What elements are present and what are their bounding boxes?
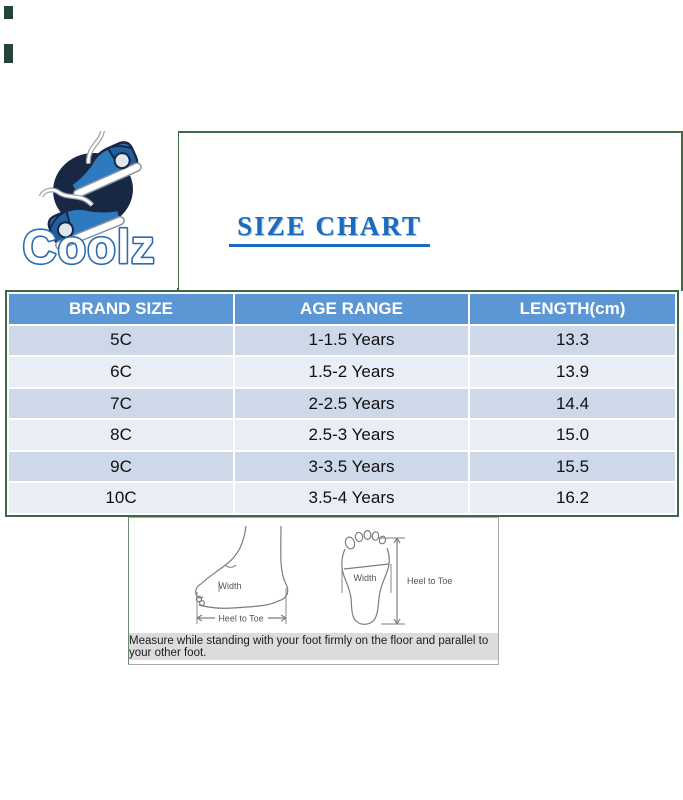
header-length-cm: LENGTH(cm): [470, 294, 675, 324]
side-foot-diagram: [196, 526, 288, 624]
footprint-length-label: Heel to Toe: [407, 576, 453, 586]
length-value: 16.2: [470, 483, 675, 513]
age-range-value: 1.5-2 Years: [235, 357, 468, 387]
caption-band: [129, 633, 498, 660]
title-area: [222, 211, 437, 247]
page-title: SIZE CHART: [229, 211, 430, 247]
length-value: 15.0: [470, 420, 675, 450]
table-row: [9, 420, 675, 450]
table-row: [9, 452, 675, 482]
brand-name-text: Coolz: [22, 220, 156, 273]
table-row: [9, 389, 675, 419]
side-foot-width-label: Width: [218, 581, 242, 591]
header-brand-size: BRAND SIZE: [9, 294, 233, 324]
length-value: 15.5: [470, 452, 675, 482]
age-range-value: 3.5-4 Years: [235, 483, 468, 513]
footprint-width-label: Width: [353, 573, 377, 583]
header-age-range: AGE RANGE: [235, 294, 468, 324]
table-row: [9, 357, 675, 387]
size-table: [5, 290, 679, 517]
side-foot-length-label: Heel to Toe: [218, 613, 264, 624]
table-row: [9, 483, 675, 513]
brand-size-value: 7C: [9, 389, 233, 419]
sneakers-logo-icon: [0, 131, 178, 288]
corner-artifact-mark: [4, 6, 13, 19]
age-range-value: 2-2.5 Years: [235, 389, 468, 419]
length-value: 13.9: [470, 357, 675, 387]
brand-size-value: 9C: [9, 452, 233, 482]
brand-size-value: 8C: [9, 420, 233, 450]
age-range-value: 1-1.5 Years: [235, 326, 468, 356]
length-value: 13.3: [470, 326, 675, 356]
foot-measure-diagram: [129, 518, 498, 633]
table-row: [9, 326, 675, 356]
measurement-diagram-box: [128, 517, 499, 665]
table-header-row: [9, 294, 675, 324]
length-value: 14.4: [470, 389, 675, 419]
brand-size-value: 5C: [9, 326, 233, 356]
measure-instruction: Measure while standing with your foot firmly on the floor and parallel to your other foot.: [129, 634, 489, 659]
corner-artifact-mark: [4, 44, 13, 63]
age-range-value: 3-3.5 Years: [235, 452, 468, 482]
frame-line-top: [177, 131, 683, 133]
brand-logo: [0, 131, 178, 288]
age-range-value: 2.5-3 Years: [235, 420, 468, 450]
brand-size-value: 6C: [9, 357, 233, 387]
brand-size-value: 10C: [9, 483, 233, 513]
